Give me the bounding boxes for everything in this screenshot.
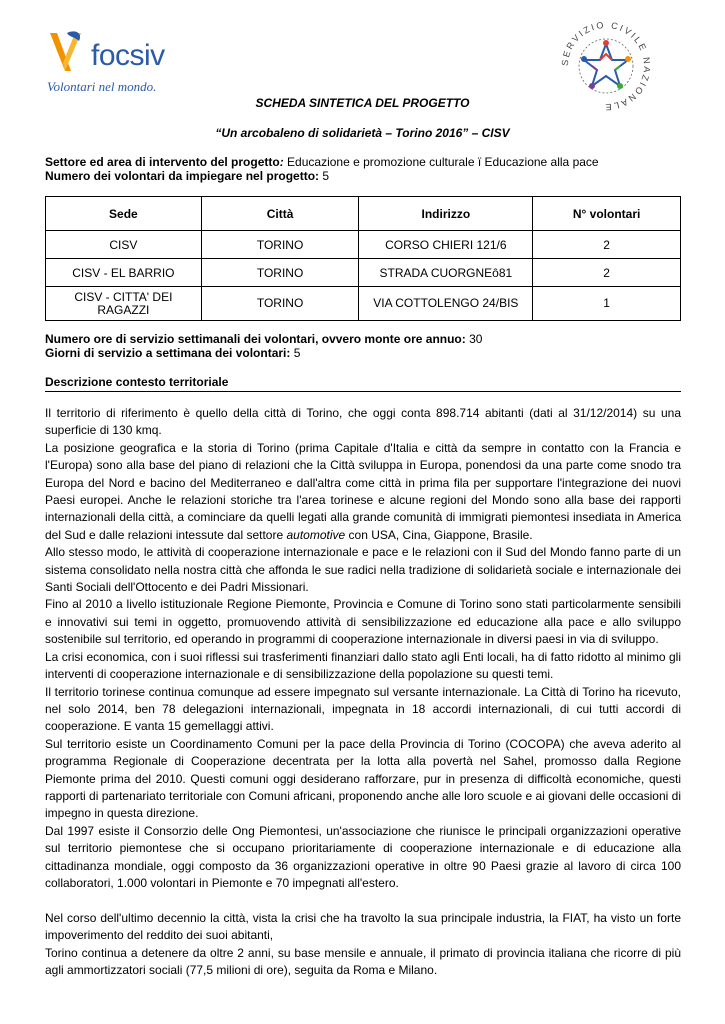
sedi-table: [45, 196, 681, 321]
paragraph: Il territorio torinese continua comunque ad essere impegnato sul versante internazionale. La Città di Torino ha ricevuto, nel solo 2014, ben 78 delegazioni internazionali, impegnata in 18 accordi internazionali, di cui tutti accordi di cooperazione. E vanta 15 gemellaggi attivi.: [45, 684, 681, 734]
settore-line: [45, 155, 599, 169]
cell-indirizzo: STRADA CUORGNEô81: [359, 259, 533, 287]
col-header-volontari: N° volontari: [533, 197, 681, 231]
cell-citta: TORINO: [201, 259, 359, 287]
giorni-servizio-label: Giorni di servizio a settimana dei volontari:: [45, 346, 291, 360]
paragraph: Torino continua a detenere da oltre 2 anni, su base mensile e annuale, il primato di provincia italiana che ricorre di più agli ammortizzatori sociali (77,5 milioni di ore), seguita da Roma e Milano.: [45, 945, 681, 977]
col-header-indirizzo: Indirizzo: [359, 197, 533, 231]
page-title: SCHEDA SINTETICA DEL PROGETTO: [255, 96, 470, 110]
giorni-servizio-value: 5: [290, 346, 301, 360]
ore-servizio-line: [45, 332, 482, 346]
italic-term: automotive: [286, 527, 346, 542]
cell-citta: TORINO: [201, 231, 359, 259]
table-row: [46, 287, 681, 321]
numero-volontari-label: Numero dei volontari da impiegare nel progetto:: [45, 169, 320, 183]
focsiv-v-icon: [47, 27, 87, 75]
paragraph: Fino al 2010 a livello istituzionale Regione Piemonte, Provincia e Comune di Torino sono stati particolarmente sensibili e innovativi sui temi in oggetto, promuovendo attività di sensibilizzazione ed educazione alla pace e allo sviluppo sostenibile sul territorio, ed operando in programmi di cooperazione internazionale in diversi paesi in via di sviluppo.: [45, 597, 681, 647]
cell-sede: CISV: [46, 231, 202, 259]
cell-volontari: 2: [533, 231, 681, 259]
settore-colon: :: [279, 155, 284, 169]
cell-indirizzo: CORSO CHIERI 121/6: [359, 231, 533, 259]
cell-volontari: 1: [533, 287, 681, 321]
focsiv-wordmark: focsiv: [91, 39, 165, 72]
giorni-servizio-line: [45, 346, 300, 360]
paragraph: La crisi economica, con i suoi riflessi sui trasferimenti finanziari dallo stato agli Enti locali, ha di fatto ridotto al minimo gli interventi di cooperazione internazionale e di sensibilizzazione della popolazione su questi temi.: [45, 649, 681, 682]
paragraph: Nel corso dell'ultimo decennio la città, vista la crisi che ha travolto la sua principale industria, la FIAT, ha visto un forte impoverimento del reddito dei suoi abitanti,: [45, 910, 681, 943]
numero-volontari-line: [45, 169, 329, 183]
numero-volontari-value: 5: [319, 169, 330, 183]
cell-volontari: 2: [533, 259, 681, 287]
focsiv-logo: [47, 27, 197, 97]
col-header-sede: Sede: [46, 197, 202, 231]
cell-sede: CISV - EL BARRIO: [46, 259, 202, 287]
table-row: [46, 259, 681, 287]
paragraph: Dal 1997 esiste il Consorzio delle Ong Piemontesi, un'associazione che riunisce le principali organizzazioni operative sul territorio piemontese che si occupano prioritariamente di cooperazione internazionale e di educazione alla cittadinanza mondiale, oggi composto da 36 organizzazioni operative in oltre 90 Paesi grazie al lavoro di circa 100 collaboratori, 1.000 volontari in Piemonte e 70 impegnati all'estero.: [45, 823, 681, 890]
settore-label: Settore ed area di intervento del progetto: [45, 155, 280, 169]
col-header-citta: Città: [201, 197, 359, 231]
ore-servizio-value: 30: [465, 332, 483, 346]
paragraph: Allo stesso modo, le attività di cooperazione internazionale e pace e le relazioni con il Sud del Mondo fanno parte di un sistema consolidato nella nostra città che affonda le sue radici nella tradizione di solidarietà sociale e internazionale dei Santi Sociali dell'Ottocento e dei Padri Missionari.: [45, 545, 681, 595]
paragraph: Il territorio di riferimento è quello della città di Torino, che oggi conta 898.714 abitanti (dati al 31/12/2014) su una superficie di 130 kmq.: [45, 406, 681, 438]
cell-indirizzo: VIA COTTOLENGO 24/BIS: [359, 287, 533, 321]
ore-servizio-label: Numero ore di servizio settimanali dei volontari, ovvero monte ore annuo:: [45, 332, 466, 346]
focsiv-tagline: Volontari nel mondo.: [47, 79, 157, 94]
paragraph: La posizione geografica e la storia di Torino (prima Capitale d'Italia e città da sempre in contatto con la Francia e l'Europa) sono alla base del piano di relazioni che la Città sviluppa in Europa, ponendosi da una parte come snodo tra Europa del Nord e bacino del Mediterraneo e dall'altra come città in prima fila per supportare l'integrazione dei nuovi Paesi europei. Anche le relazioni storiche tra l'area torinese e alcune regioni del Mondo sono alla base dei rapporti internazionali della città, a cominciare da quelli legati alla grande comunità di immigrati piemontesi insediata in America del Sud e dalle relazioni intessute dal settore automotive con USA, Cina, Giappone, Brasile.: [45, 440, 681, 542]
settore-value: Educazione e promozione culturale ï Educazione alla pace: [283, 155, 599, 169]
seal-text: SERVIZIO CIVILE NAZIONALE: [559, 19, 653, 113]
table-header-row: [46, 197, 681, 231]
table-row: [46, 231, 681, 259]
document-body: [45, 405, 681, 979]
cell-sede: CISV - CITTA' DEI RAGAZZI: [46, 287, 202, 321]
paragraph: Sul territorio esiste un Coordinamento Comuni per la pace della Provincia di Torino (COCOPA) che aveva aderito al programma Regionale di Cooperazione decentrata per la lotta alla povertà nel Sahel, promosso dalla Regione Piemonte prima del 2010. Questi comuni oggi desiderano rafforzare, pur in presenza di difficoltà economiche, questi rapporti di partenariato territoriale con Comuni africani, proponendo anche alle loro scuole e ai giovani delle occasioni di impegno in questa direzione.: [45, 736, 681, 821]
project-subtitle: “Un arcobaleno di solidarietà – Torino 2016” – CISV: [215, 126, 510, 140]
cell-citta: TORINO: [201, 287, 359, 321]
section-heading: Descrizione contesto territoriale: [45, 375, 681, 392]
